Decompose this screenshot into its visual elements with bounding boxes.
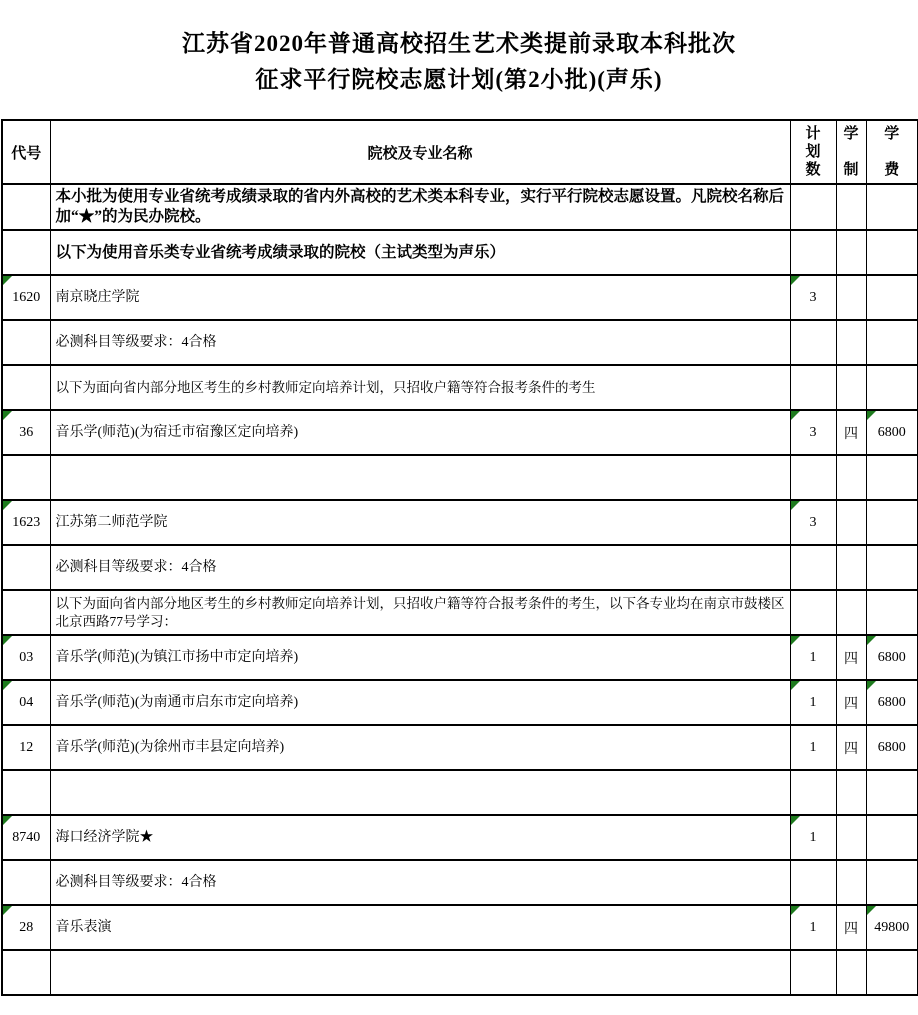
admission-plan-table	[1, 119, 918, 996]
cell-code	[2, 590, 50, 635]
page-title-line1: 江苏省2020年普通高校招生艺术类提前录取本科批次	[182, 31, 736, 56]
cell-duration: 四	[836, 725, 866, 770]
cell-fee	[866, 500, 918, 545]
cell-name: 音乐学(师范)(为宿迁市宿豫区定向培养)	[50, 410, 790, 455]
green-triangle-marker-icon	[791, 681, 800, 690]
cell-name: 必测科目等级要求：4合格	[50, 545, 790, 590]
cell-plan	[790, 184, 836, 230]
cell-code: 36	[2, 410, 50, 455]
table-row-major	[2, 410, 918, 455]
table-row-major	[2, 680, 918, 725]
green-triangle-marker-icon	[867, 681, 876, 690]
column-header-char: 制	[843, 162, 859, 178]
cell-fee	[866, 184, 918, 230]
cell-fee	[866, 860, 918, 905]
cell-code	[2, 950, 50, 995]
cell-duration	[836, 275, 866, 320]
cell-name	[50, 455, 790, 500]
column-header-plan	[790, 120, 836, 184]
cell-name: 海口经济学院★	[50, 815, 790, 860]
column-header-duration	[836, 120, 866, 184]
cell-name: 音乐学(师范)(为徐州市丰县定向培养)	[50, 725, 790, 770]
cell-name: 江苏第二师范学院	[50, 500, 790, 545]
cell-code: 1620	[2, 275, 50, 320]
cell-plan	[790, 860, 836, 905]
header-row	[2, 120, 918, 184]
cell-code	[2, 545, 50, 590]
cell-fee	[866, 365, 918, 410]
table-row-note-bold	[2, 184, 918, 230]
cell-fee	[866, 230, 918, 275]
column-header-char: 划	[805, 144, 821, 160]
green-triangle-marker-icon	[3, 411, 12, 420]
cell-code: 1623	[2, 500, 50, 545]
column-header-fee	[866, 120, 918, 184]
cell-duration	[836, 545, 866, 590]
cell-name: 音乐学(师范)(为南通市启东市定向培养)	[50, 680, 790, 725]
cell-plan: 3	[790, 275, 836, 320]
green-triangle-marker-icon	[867, 411, 876, 420]
cell-fee: 6800	[866, 680, 918, 725]
cell-plan: 1	[790, 815, 836, 860]
cell-fee	[866, 275, 918, 320]
table-row-requirement	[2, 320, 918, 365]
table-row-requirement	[2, 860, 918, 905]
cell-plan	[790, 545, 836, 590]
cell-code	[2, 184, 50, 230]
cell-name: 必测科目等级要求：4合格	[50, 860, 790, 905]
table-row-major	[2, 635, 918, 680]
cell-name: 本小批为使用专业省统考成绩录取的省内外高校的艺术类本科专业，实行平行院校志愿设置。凡院校名称后加“★”的为民办院校。	[50, 184, 790, 230]
column-header-char: 数	[805, 162, 821, 178]
cell-name: 以下为使用音乐类专业省统考成绩录取的院校（主试类型为声乐）	[50, 230, 790, 275]
cell-code: 8740	[2, 815, 50, 860]
cell-plan: 1	[790, 635, 836, 680]
column-header-char: 学	[843, 126, 859, 142]
cell-name: 南京晓庄学院	[50, 275, 790, 320]
cell-duration	[836, 815, 866, 860]
cell-name: 以下为面向省内部分地区考生的乡村教师定向培养计划，只招收户籍等符合报考条件的考生，以下各专业均在南京市鼓楼区北京西路77号学习：	[50, 590, 790, 635]
column-header-char: 学	[884, 126, 900, 142]
cell-plan	[790, 455, 836, 500]
table-body	[2, 184, 918, 995]
page-title-line2: 征求平行院校志愿计划(第2小批)(声乐)	[255, 67, 663, 92]
cell-duration	[836, 455, 866, 500]
table-row-note	[2, 590, 918, 635]
cell-plan	[790, 590, 836, 635]
cell-code	[2, 455, 50, 500]
cell-plan	[790, 365, 836, 410]
cell-plan: 1	[790, 905, 836, 950]
green-triangle-marker-icon	[3, 636, 12, 645]
table-row-school	[2, 815, 918, 860]
table-row-school	[2, 500, 918, 545]
cell-duration: 四	[836, 680, 866, 725]
table-row-major	[2, 725, 918, 770]
cell-duration	[836, 950, 866, 995]
cell-plan: 3	[790, 500, 836, 545]
green-triangle-marker-icon	[791, 411, 800, 420]
page-title	[0, 26, 918, 98]
cell-fee: 49800	[866, 905, 918, 950]
cell-plan: 3	[790, 410, 836, 455]
cell-fee	[866, 545, 918, 590]
cell-fee	[866, 590, 918, 635]
green-triangle-marker-icon	[3, 276, 12, 285]
green-triangle-marker-icon	[791, 816, 800, 825]
cell-code: 03	[2, 635, 50, 680]
table-row-empty	[2, 950, 918, 995]
table-row-major	[2, 905, 918, 950]
cell-fee: 6800	[866, 635, 918, 680]
cell-duration	[836, 365, 866, 410]
green-triangle-marker-icon	[791, 906, 800, 915]
cell-duration: 四	[836, 635, 866, 680]
cell-plan: 1	[790, 725, 836, 770]
column-header-name: 院校及专业名称	[50, 120, 790, 184]
green-triangle-marker-icon	[791, 636, 800, 645]
cell-fee	[866, 815, 918, 860]
cell-code	[2, 365, 50, 410]
cell-plan: 1	[790, 680, 836, 725]
column-header-char: 计	[805, 126, 821, 142]
green-triangle-marker-icon	[3, 906, 12, 915]
cell-plan	[790, 320, 836, 365]
column-header-code: 代号	[2, 120, 50, 184]
cell-fee: 6800	[866, 725, 918, 770]
cell-name: 必测科目等级要求：4合格	[50, 320, 790, 365]
table-row-note-bold	[2, 230, 918, 275]
green-triangle-marker-icon	[3, 501, 12, 510]
cell-name: 音乐学(师范)(为镇江市扬中市定向培养)	[50, 635, 790, 680]
cell-code	[2, 860, 50, 905]
cell-fee	[866, 320, 918, 365]
green-triangle-marker-icon	[791, 501, 800, 510]
cell-duration: 四	[836, 905, 866, 950]
table-row-school	[2, 275, 918, 320]
cell-code: 04	[2, 680, 50, 725]
cell-duration: 四	[836, 410, 866, 455]
cell-fee	[866, 455, 918, 500]
cell-duration	[836, 230, 866, 275]
green-triangle-marker-icon	[867, 636, 876, 645]
cell-fee	[866, 950, 918, 995]
cell-code	[2, 770, 50, 815]
cell-name	[50, 770, 790, 815]
table-header	[2, 120, 918, 184]
table-row-empty	[2, 455, 918, 500]
cell-duration	[836, 860, 866, 905]
table-row-empty	[2, 770, 918, 815]
green-triangle-marker-icon	[867, 906, 876, 915]
green-triangle-marker-icon	[3, 816, 12, 825]
cell-plan	[790, 230, 836, 275]
green-triangle-marker-icon	[3, 681, 12, 690]
cell-plan	[790, 950, 836, 995]
cell-fee: 6800	[866, 410, 918, 455]
cell-duration	[836, 320, 866, 365]
cell-name	[50, 950, 790, 995]
cell-code	[2, 320, 50, 365]
cell-code: 28	[2, 905, 50, 950]
column-header-char: 费	[884, 162, 900, 178]
table-row-note	[2, 365, 918, 410]
cell-plan	[790, 770, 836, 815]
cell-duration	[836, 500, 866, 545]
table-row-requirement	[2, 545, 918, 590]
cell-duration	[836, 184, 866, 230]
cell-name: 以下为面向省内部分地区考生的乡村教师定向培养计划，只招收户籍等符合报考条件的考生	[50, 365, 790, 410]
cell-fee	[866, 770, 918, 815]
cell-duration	[836, 590, 866, 635]
cell-duration	[836, 770, 866, 815]
cell-code: 12	[2, 725, 50, 770]
cell-name: 音乐表演	[50, 905, 790, 950]
cell-code	[2, 230, 50, 275]
green-triangle-marker-icon	[791, 276, 800, 285]
